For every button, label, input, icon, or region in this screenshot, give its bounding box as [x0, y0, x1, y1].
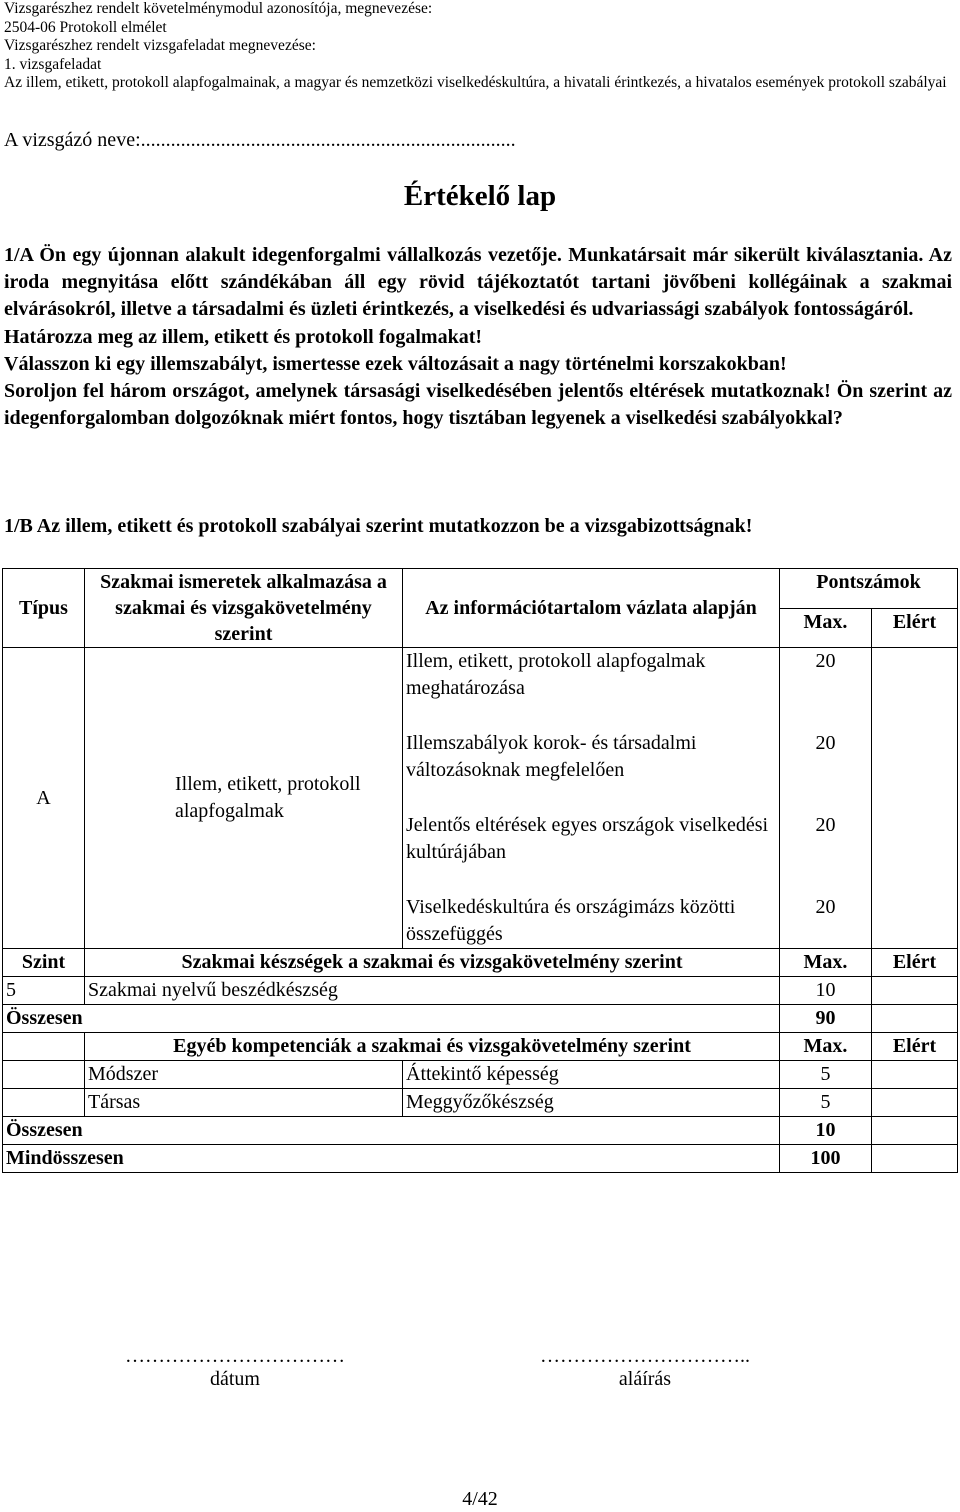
cell-comp-2-name: Meggyőzőkészség	[403, 1089, 780, 1117]
table-row-mindosszesen	[3, 1145, 958, 1173]
date-label: dátum	[210, 1368, 260, 1390]
signature-date-block	[80, 1345, 390, 1391]
evaluation-table	[2, 568, 958, 1173]
page-number: 4/42	[462, 1488, 498, 1510]
header-elert-2: Elért	[872, 949, 958, 977]
item-max-2: 20	[815, 732, 836, 754]
item-text-2: Illemszabályok korok- és társadalmi változásoknak megfelelően	[406, 732, 697, 781]
cell-osszesen-2-label: Összesen	[3, 1117, 780, 1145]
header-max-2: Max.	[780, 949, 872, 977]
cell-mindosszesen-value: 100	[780, 1145, 872, 1173]
table-header-row	[3, 569, 958, 609]
cell-mindosszesen-label: Mindösszesen	[3, 1145, 780, 1173]
cell-skill-max: 10	[780, 977, 872, 1005]
item-max-4: 20	[815, 896, 836, 918]
cell-item-max-list	[780, 648, 872, 949]
cell-skill-elert[interactable]	[872, 977, 958, 1005]
cell-comp-2-blank	[3, 1089, 85, 1117]
table-row-osszesen-1	[3, 1005, 958, 1033]
header-line-task-number: 1. vizsgafeladat	[4, 55, 102, 73]
header-szakmai-keszsegek: Szakmai készségek a szakmai és vizsgakövetelmény szerint	[85, 949, 780, 977]
cell-comp-1-type: Módszer	[85, 1061, 403, 1089]
cell-osszesen-2-value: 10	[780, 1117, 872, 1145]
examinee-name-field: A vizsgázó neve:...........................................................................	[4, 129, 516, 151]
cell-skill-level: 5	[3, 977, 85, 1005]
header-szakmai-ismeretek: Szakmai ismeretek alkalmazása a szakmai és vizsgakövetelmény szerint	[85, 569, 403, 648]
document-header	[4, 0, 956, 93]
header-line-task-name: Az illem, etikett, protokoll alapfogalmainak, a magyar és nemzetközi viselkedéskultúra, a hivatali érintkezés, a hivatalos események protokoll szabályai	[4, 74, 947, 91]
task-description	[4, 242, 952, 432]
date-dotted-line[interactable]: ……………………………	[125, 1345, 345, 1367]
item-max-3: 20	[815, 814, 836, 836]
table-row-egyeb-header	[3, 1033, 958, 1061]
header-egyeb-kompetenciak: Egyéb kompetenciák a szakmai és vizsgakövetelmény szerint	[85, 1033, 780, 1061]
header-line-task-label: Vizsgarészhez rendelt vizsgafeladat megnevezése:	[4, 37, 316, 54]
cell-item-list	[403, 648, 780, 949]
signature-sign-block	[495, 1345, 795, 1391]
item-text-4: Viselkedéskultúra és országimázs közötti összefüggés	[406, 896, 736, 945]
signature-dotted-line[interactable]: …………………………..	[540, 1345, 750, 1367]
table-row-osszesen-2	[3, 1117, 958, 1145]
table-row-skill	[3, 977, 958, 1005]
header-szint: Szint	[3, 949, 85, 977]
cell-mindosszesen-elert[interactable]	[872, 1145, 958, 1173]
task-question-1: Határozza meg az illem, etikett és protokoll fogalmakat!	[4, 325, 483, 348]
cell-topic-a: Illem, etikett, protokoll alapfogalmak	[85, 648, 403, 949]
cell-egyeb-blank	[3, 1033, 85, 1061]
cell-osszesen-1-elert[interactable]	[872, 1005, 958, 1033]
signature-label: aláírás	[618, 1368, 672, 1390]
header-line-module-name: 2504-06 Protokoll elmélet	[4, 18, 167, 36]
header-max-3: Max.	[780, 1033, 872, 1061]
task-question-2: Válasszon ki egy illemszabályt, ismertesse ezek változásait a nagy történelmi korszakokban!	[4, 352, 787, 375]
header-tipus: Típus	[3, 569, 85, 648]
task-1b: 1/B Az illem, etikett és protokoll szabályai szerint mutatkozzon be a vizsgabizottságnak!	[4, 515, 753, 537]
item-text-1: Illem, etikett, protokoll alapfogalmak meghatározása	[406, 650, 706, 699]
cell-osszesen-1-value: 90	[780, 1005, 872, 1033]
cell-osszesen-1-label: Összesen	[3, 1005, 780, 1033]
header-max: Max.	[780, 608, 872, 648]
header-elert-3: Elért	[872, 1033, 958, 1061]
cell-comp-1-blank	[3, 1061, 85, 1089]
item-max-1: 20	[815, 650, 836, 672]
page-title-text: Értékelő lap	[403, 180, 557, 212]
table-row-comp-1	[3, 1061, 958, 1089]
cell-item-elert[interactable]	[872, 648, 958, 949]
cell-tipus-a: A	[3, 648, 85, 949]
cell-comp-1-name: Áttekintő képesség	[403, 1061, 780, 1089]
cell-comp-1-max: 5	[780, 1061, 872, 1089]
cell-comp-2-max: 5	[780, 1089, 872, 1117]
table-row-comp-2	[3, 1089, 958, 1117]
page-title	[0, 180, 960, 213]
item-text-3: Jelentős eltérések egyes országok viselkedési kultúrájában	[406, 814, 769, 863]
table-row-szint-header	[3, 949, 958, 977]
cell-comp-2-elert[interactable]	[872, 1089, 958, 1117]
cell-comp-1-elert[interactable]	[872, 1061, 958, 1089]
cell-comp-2-type: Társas	[85, 1089, 403, 1117]
header-pontszamok: Pontszámok	[780, 569, 958, 609]
header-elert: Elért	[872, 608, 958, 648]
cell-osszesen-2-elert[interactable]	[872, 1117, 958, 1145]
header-line-module: Vizsgarészhez rendelt követelménymodul azonosítója, megnevezése:	[4, 0, 433, 17]
header-informaciotartalom: Az információtartalom vázlata alapján	[403, 569, 780, 648]
table-row-a	[3, 648, 958, 949]
cell-skill-name: Szakmai nyelvű beszédkészség	[85, 977, 780, 1005]
task-question-3: Soroljon fel három országot, amelynek társasági viselkedésében jelentős eltérések mutatkoznak! Ön szerint az idegenforgalomban dolgozóknak miért fontos, hogy tisztában legyenek a viselkedési szabályokkal?	[4, 380, 952, 430]
task-paragraph-intro: 1/A Ön egy újonnan alakult idegenforgalmi vállalkozás vezetője. Munkatársait már sikerült kiválasztania. Az iroda megnyitása előtt szándékában áll egy rövid tájékoztatót tartani jövőbeni kollégáinak a szakmai elvárásokról, illetve a társadalmi és üzleti érintkezés, a viselkedési és udvariassági szabályok fontosságáról.	[4, 244, 952, 321]
